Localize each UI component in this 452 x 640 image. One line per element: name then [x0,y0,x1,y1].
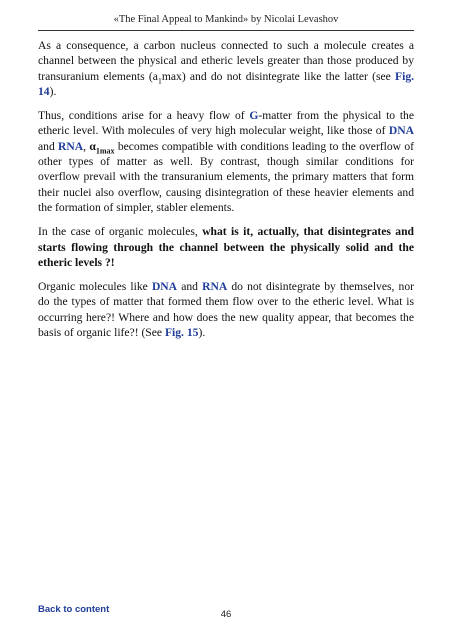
subscript: 1 [157,75,162,85]
alpha-symbol: α [89,139,96,153]
text-run: max) and do not disintegrate like the latter (see [161,69,396,83]
text-run: and [177,280,203,294]
paragraph-3 [38,224,414,270]
text-run: Organic molecules like [38,280,152,294]
dna-term: DNA [388,124,414,138]
fig-14-link[interactable]: Fig. 14 [38,69,415,98]
text-run: do not disintegrate by themselves, nor do the types of matter that formed them flow over to the etheric level. What is occurring here?! Where and how does the new quality appear, that becomes the basis of organic life?! (See [38,280,414,340]
rna-term: RNA [202,280,228,294]
alpha-term [89,139,115,156]
text-run: -matter from the physical to the etheric level. With molecules of very high molecular weight, like those of [38,109,414,138]
alpha-subscript: 1max [95,146,115,156]
text-run: and [38,139,59,153]
text-run: As a consequence, a carbon nucleus connected to such a molecule creates a channel between the physical and etheric levels greater than those produced by transuranium elements (a [38,39,414,83]
back-to-content-link[interactable]: Back to content [38,604,110,615]
fig-15-link[interactable]: Fig. 15 [164,326,199,340]
text-run: , [83,139,90,153]
text-run: ). [198,326,206,340]
text-run: Thus, conditions arise for a heavy flow of [38,109,250,123]
text-run: ). [49,84,57,98]
text-run: becomes compatible with conditions leading to the overflow of other types of matter as well. By contrast, though similar conditions for overflow prevail with the transuranium elements, the primary matters that form their nuclei also overflow, causing disintegration of these heavier elements and the formation of simpler, stabler elements. [38,139,415,214]
bold-question: what is it, actually, that disintegrates and starts flowing through the channel between the physically solid and the etheric levels ?! [38,225,414,269]
dna-term: DNA [151,280,178,294]
rna-term: RNA [58,139,84,153]
paragraph-1 [38,38,414,99]
text-run: In the case of organic molecules, [38,225,203,239]
running-header: «The Final Appeal to Mankind» by Nicolai Levashov [113,14,339,25]
page-number: 46 [220,609,232,620]
header-divider [38,30,414,31]
page-body [38,38,414,349]
paragraph-4 [38,279,414,340]
paragraph-2 [38,108,414,215]
g-matter-term: G [249,109,259,123]
